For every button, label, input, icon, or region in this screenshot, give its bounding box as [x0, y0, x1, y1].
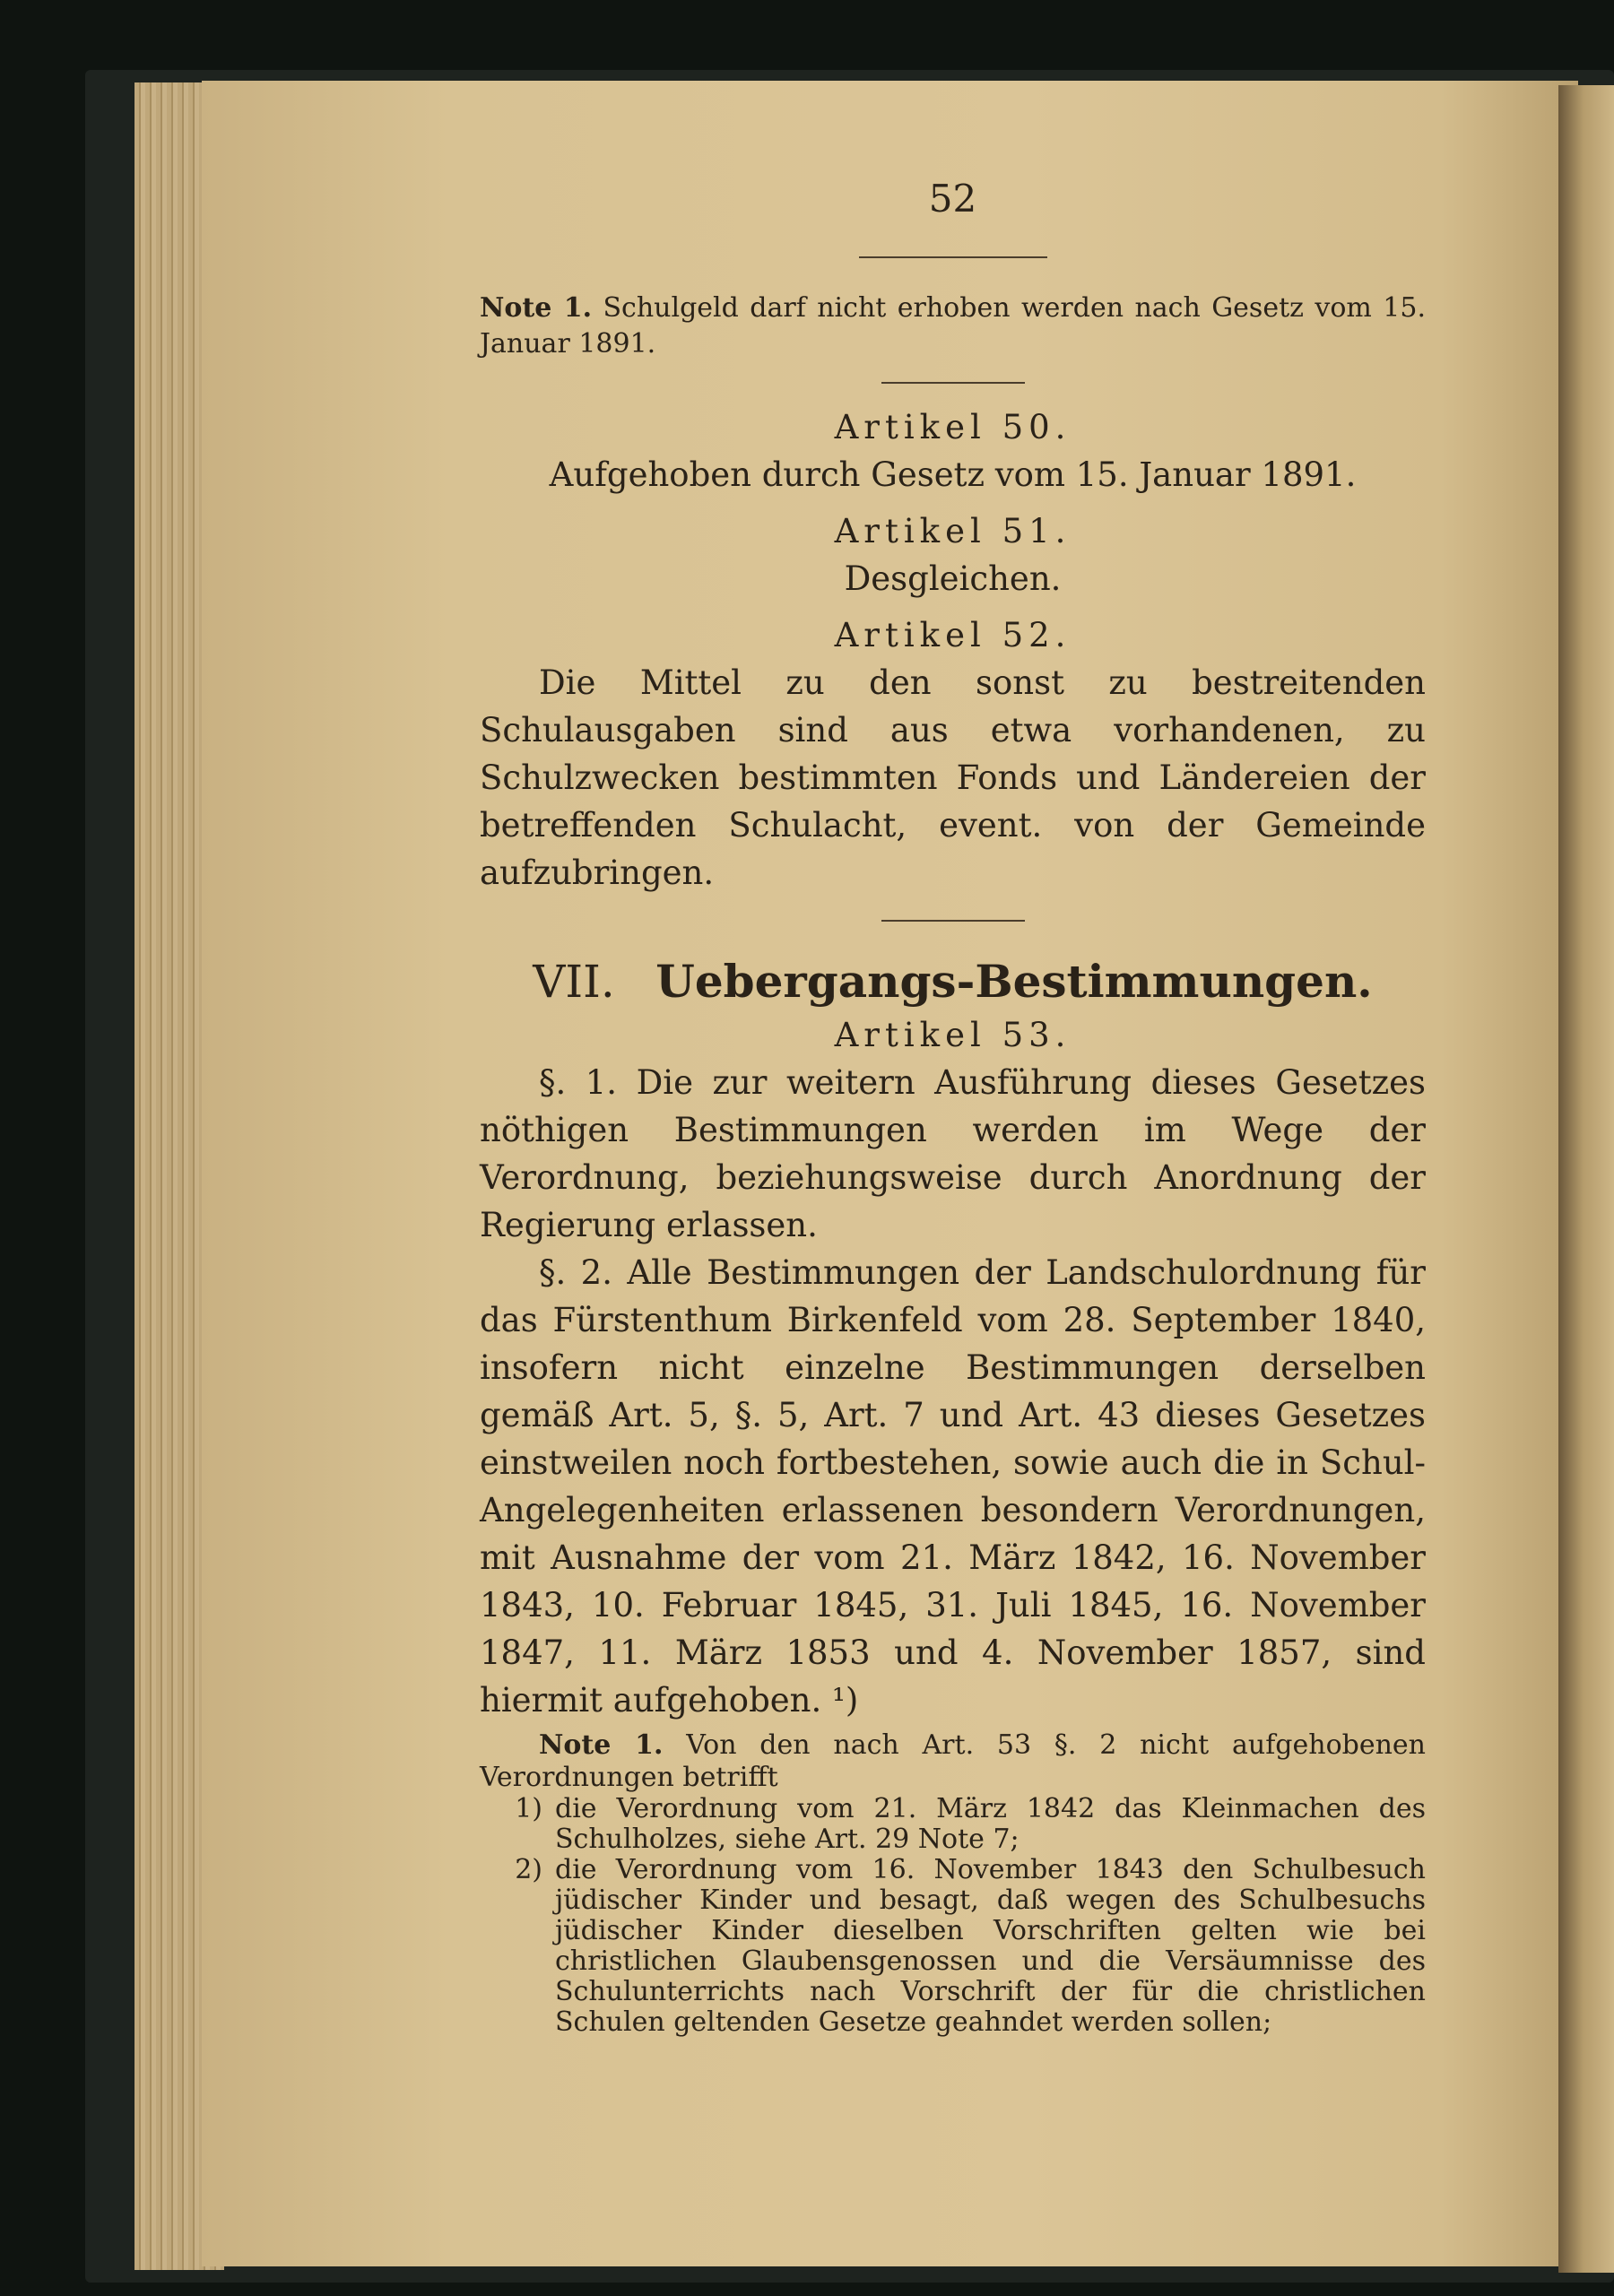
- paragraph-1: §. 1. Die zur weitern Ausführung dieses Gesetzes nöthigen Bestimmungen werden im Wege der Verordnung, beziehungsweise durch Anordnung der Regierung erlassen.: [480, 1063, 1426, 1244]
- note-label: Note 1.: [539, 1729, 664, 1761]
- page-content: [480, 175, 1426, 2038]
- article-heading: Artikel 53.: [834, 1016, 1072, 1054]
- article-heading: Artikel 51.: [834, 512, 1072, 550]
- footnote-top: [480, 290, 1426, 362]
- footnote-item: [480, 1794, 1426, 1855]
- footnote-item: [480, 1855, 1426, 2038]
- note-label: Note 1.: [480, 292, 593, 324]
- item-text: die Verordnung vom 21. März 1842 das Kleinmachen des Schulholzes, siehe Art. 29 Note 7;: [555, 1793, 1426, 1855]
- note-intro: Von den nach Art. 53 §. 2 nicht aufgehobenen Verordnungen betrifft: [480, 1729, 1427, 1793]
- article-heading: Artikel 52.: [834, 616, 1072, 654]
- section-number: VII.: [533, 956, 615, 1008]
- item-label: 2): [515, 1854, 542, 1885]
- note-text: Schulgeld darf nicht erhoben werden nach Gesetz vom 15. Januar 1891.: [480, 292, 1426, 360]
- divider: [881, 920, 1025, 922]
- item-label: 1): [515, 1793, 542, 1824]
- page-number: 52: [928, 177, 977, 221]
- article-text: Aufgehoben durch Gesetz vom 15. Januar 1891.: [549, 455, 1357, 494]
- article-heading: Artikel 50.: [834, 408, 1072, 446]
- footnote-bottom: [480, 1729, 1426, 1794]
- article-text: Die Mittel zu den sonst zu bestreitenden Schulausgaben sind aus etwa vorhandenen, zu Schulzwecken bestimmten Fonds und Ländereien der betreffenden Schulacht, event. von der Gemeinde aufzubringen.: [480, 663, 1426, 892]
- item-text: die Verordnung vom 16. November 1843 den Schulbesuch jüdischer Kinder und besagt, daß wegen des Schulbesuchs jüdischer Kinder dieselben Vorschriften gelten wie bei christlichen Glaubensgenossen und die Versäumnisse des Schulunterrichts nach Vorschrift der für die christlichen Schulen geltenden Gesetze geahndet werden sollen;: [555, 1854, 1426, 2038]
- section-title: Uebergangs-Bestimmungen.: [655, 955, 1373, 1008]
- article-text: Desgleichen.: [844, 559, 1062, 598]
- divider: [881, 382, 1025, 384]
- section-heading: [480, 957, 1426, 1006]
- divider: [859, 256, 1047, 258]
- paragraph-2: §. 2. Alle Bestimmungen der Landschulordnung für das Fürstenthum Birkenfeld vom 28. September 1840, insofern nicht einzelne Bestimmungen derselben gemäß Art. 5, §. 5, Art. 7 und Art. 43 dieses Gesetzes einstweilen noch fortbestehen, sowie auch die in Schul-Angelegenheiten erlassenen besondern Verordnungen, mit Ausnahme der vom 21. März 1842, 16. November 1843, 10. Februar 1845, 31. Juli 1845, 16. November 1847, 11. März 1853 und 4. November 1857, sind hiermit aufgehoben. ¹): [480, 1253, 1426, 1720]
- book-gutter: [1558, 85, 1614, 2273]
